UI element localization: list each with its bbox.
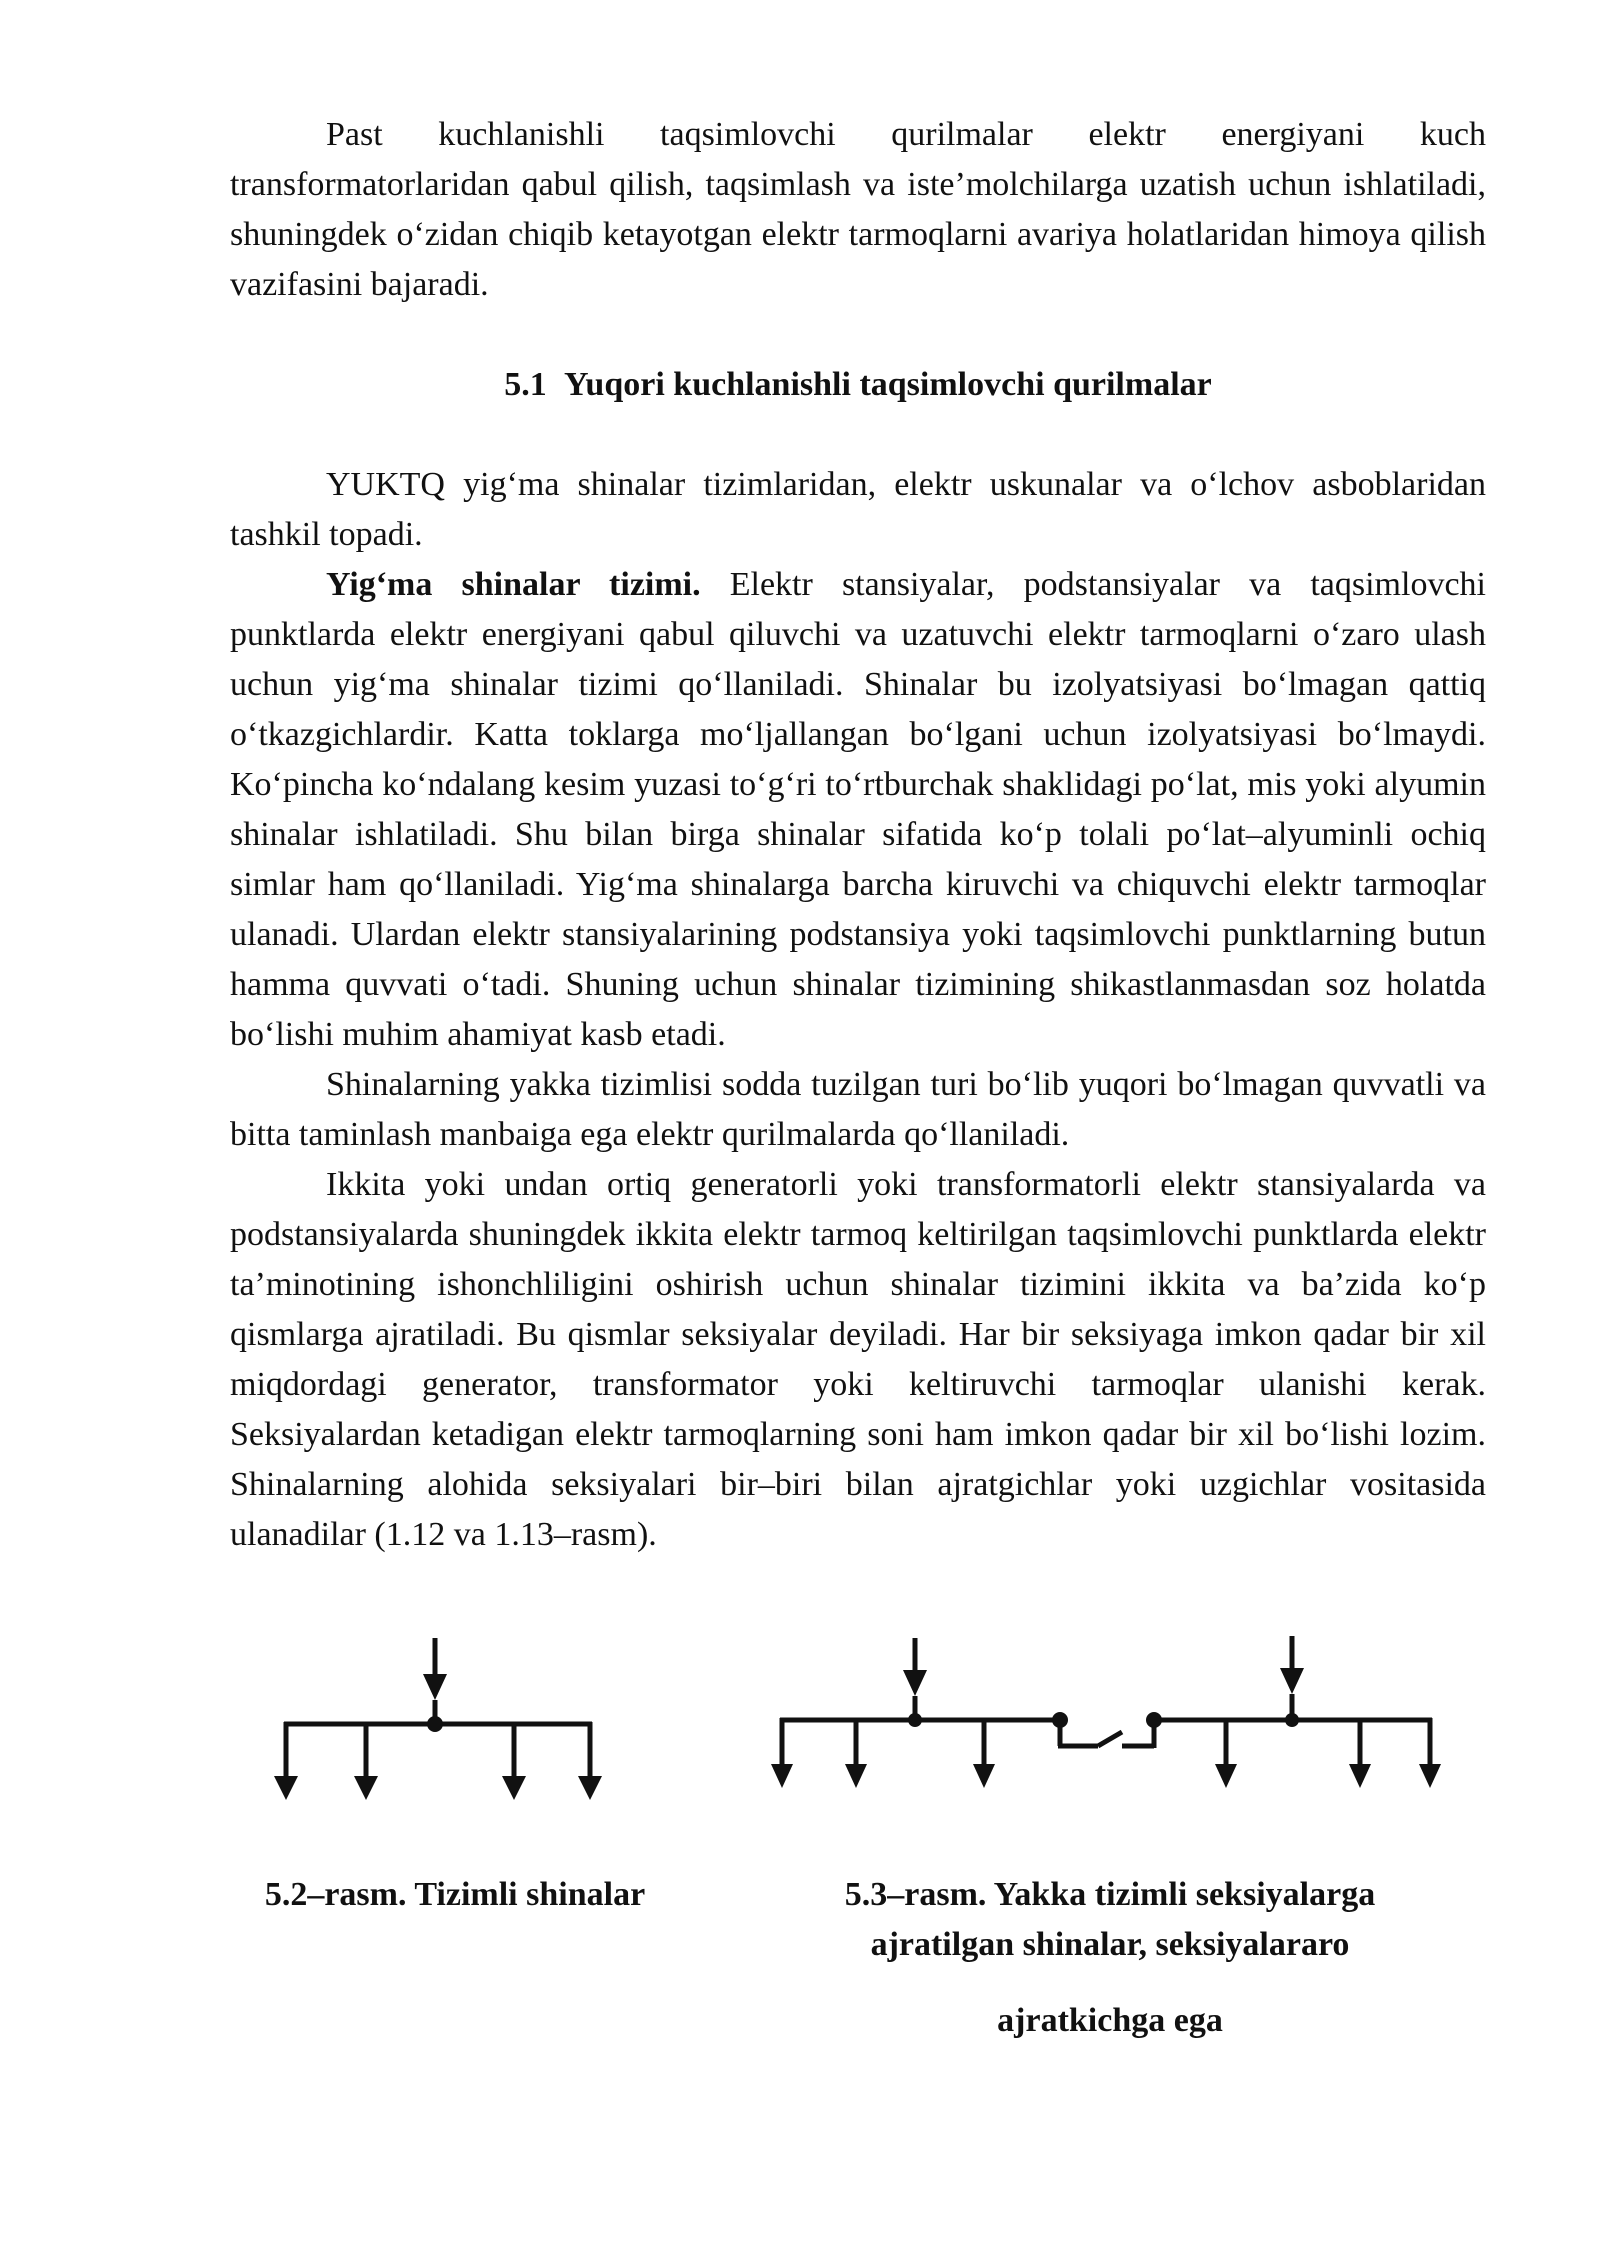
section-title: Yuqori kuchlanishli taqsimlovchi qurilmalar [564, 366, 1212, 403]
paragraph-intro: Past kuchlanishli taqsimlovchi qurilmalar elektr energiyani kuch transformatorlaridan qabul qilish, taqsimlash va iste’molchilarga uzatish uchun ishlatiladi, shuningdek o‘zidan chiqib ketayotgan elektr tarmoqlarni avariya holatlaridan himoya qilish vazifasini bajaradi. [230, 116, 1486, 303]
busbar-diagram-sectioned [760, 1630, 1460, 1810]
section-heading [230, 360, 1486, 410]
paragraph-yuktq: YUKTQ yig‘ma shinalar tizimlaridan, elektr uskunalar va o‘lchov asboblaridan tashkil topadi. [230, 466, 1486, 553]
busbar-body: Elektr stansiyalar, podstansiyalar va taqsimlovchi punktlarda elektr energiyani qabul qiluvchi va uzatuvchi elektr tarmoqlarni o‘zaro ulash uchun yig‘ma shinalar tizimi qo‘llaniladi. Shinalar bu izolyatsiyasi bo‘lmagan qattiq o‘tkazgichlardir. Katta toklarga mo‘ljallangan bo‘lgani uchun izolyatsiyasi bo‘lmaydi. Ko‘pincha ko‘ndalang kesim yuzasi to‘g‘ri to‘rtburchak shaklidagi po‘lat, mis yoki alyumin shinalar ishlatiladi. Shu bilan birga shinalar sifatida ko‘p tolali po‘lat–alyuminli ochiq simlar ham qo‘llaniladi. Yig‘ma shinalarga barcha kiruvchi va chiquvchi elektr tarmoqlar ulanadi. Ulardan elektr stansiyalarining podstansiya yoki taqsimlovchi punktlarning butun hamma quvvati o‘tadi. Shuning uchun shinalar tizimining shikastlanmasdan soz holatda bo‘lishi muhim ahamiyat kasb etadi. [230, 566, 1486, 1053]
paragraph-sections: Ikkita yoki undan ortiq generatorli yoki transformatorli elektr stansiyalarda va podstansiyalarda shuningdek ikkita elektr tarmoq keltirilgan taqsimlovchi punktlarda elektr ta’minotining ishonchliligini oshirish uchun shinalar tizimini ikkita va ba’zida ko‘p qismlarga ajratiladi. Bu qismlar seksiyalar deyiladi. Har bir seksiyaga imkon qadar bir xil miqdordagi generator, transformator yoki keltiruvchi tarmoqlar ulanishi kerak. Seksiyalardan ketadigan elektr tarmoqlarning soni ham imkon qadar bir xil bo‘lishi lozim. Shinalarning alohida seksiyalari bir–biri bilan ajratgichlar yoki uzgichlar vositasida ulanadilar (1.12 va 1.13–rasm). [230, 1166, 1486, 1553]
figure-caption-5-3-line2: ajratilgan shinalar, seksiyalararo [870, 1926, 1350, 1963]
busbar-diagram-single [270, 1630, 610, 1810]
figure-caption-5-3-line3: ajratkichga ega [997, 2002, 1223, 2039]
section-number: 5.1 [504, 366, 547, 403]
busbar-term: Yig‘ma shinalar tizimi. [326, 566, 701, 603]
figures-area [0, 1630, 1600, 2130]
paragraph-busbar [230, 560, 1486, 1060]
paragraph-single-system: Shinalarning yakka tizimlisi sodda tuzilgan turi bo‘lib yuqori bo‘lmagan quvvatli va bitta taminlash manbaiga ega elektr qurilmalarda qo‘llaniladi. [230, 1066, 1486, 1153]
figure-caption-5-2: 5.2–rasm. Tizimli shinalar [264, 1876, 646, 1913]
figure-caption-5-3 [760, 1870, 1460, 2046]
document-page [230, 110, 1486, 1560]
figure-caption-5-3-line1: 5.3–rasm. Yakka tizimli seksiyalarga [844, 1876, 1376, 1913]
